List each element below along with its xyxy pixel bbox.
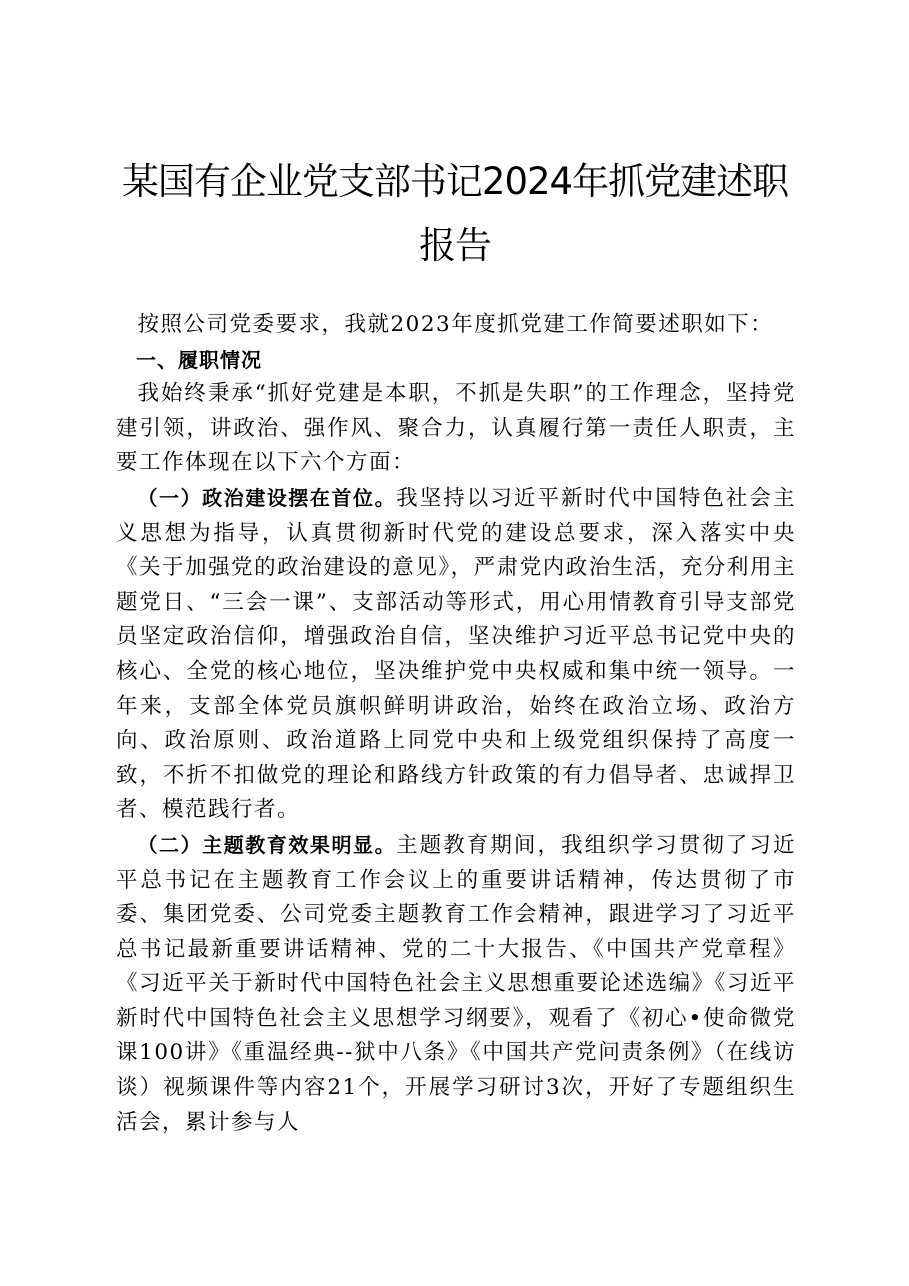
item-lead-2: （二）主题教育效果明显。 — [137, 832, 397, 857]
document-title: 某国有企业党支部书记2024年抓党建述职报告 — [121, 160, 789, 267]
intro-paragraph: 按照公司党委要求，我就2023年度抓党建工作简要述职如下： — [137, 312, 774, 337]
section-heading — [116, 343, 796, 378]
item-paragraph-2 — [116, 828, 796, 1140]
section-heading-text: 一、履职情况 — [136, 347, 262, 372]
item-text-2: 主题教育期间，我组织学习贯彻了习近平总书记在主题教育工作会议上的重要讲话精神，传达贯彻了市委、集团党委、公司党委主题教育工作会精神，跟进学习了习近平总书记最新重要讲话精神、党的二十大报告、《中国共产党章程》《习近平关于新时代中国特色社会主义思想重要论述选编》《习近平新时代中国特色社会主义思想学习纲要》，观看了《初心•使命微党课100讲》《重温经典--狱中八条》《中国共产党问责条例》（在线访谈）视频课件等内容21个，开展学习研讨3次，开好了专题组织生活会，累计参与人 — [116, 832, 796, 1135]
document-body — [116, 308, 796, 1140]
section-summary-paragraph: 我始终秉承“抓好党建是本职，不抓是失职”的工作理念，坚持党建引领，讲政治、强作风、聚合力，认真履行第一责任人职责，主要工作体现在以下六个方面： — [116, 381, 796, 476]
item-text-1: 我坚持以习近平新时代中国特色社会主义思想为指导，认真贯彻新时代党的建设总要求，深入落实中央《关于加强党的政治建设的意见》，严肃党内政治生活，充分利用主题党日、“三会一课”、支部活动等形式，用心用情教育引导支部党员坚定政治信仰，增强政治自信，坚决维护习近平总书记党中央的核心、全党的核心地位，坚决维护党中央权威和集中统一领导。一年来，支部全体党员旗帜鲜明讲政治，始终在政治立场、政治方向、政治原则、政治道路上同党中央和上级党组织保持了高度一致，不折不扣做党的理论和路线方针政策的有力倡导者、忠诚捍卫者、模范践行者。 — [116, 485, 796, 823]
item-paragraph-1 — [116, 481, 796, 828]
item-lead-1: （一）政治建设摆在首位。 — [137, 485, 397, 510]
